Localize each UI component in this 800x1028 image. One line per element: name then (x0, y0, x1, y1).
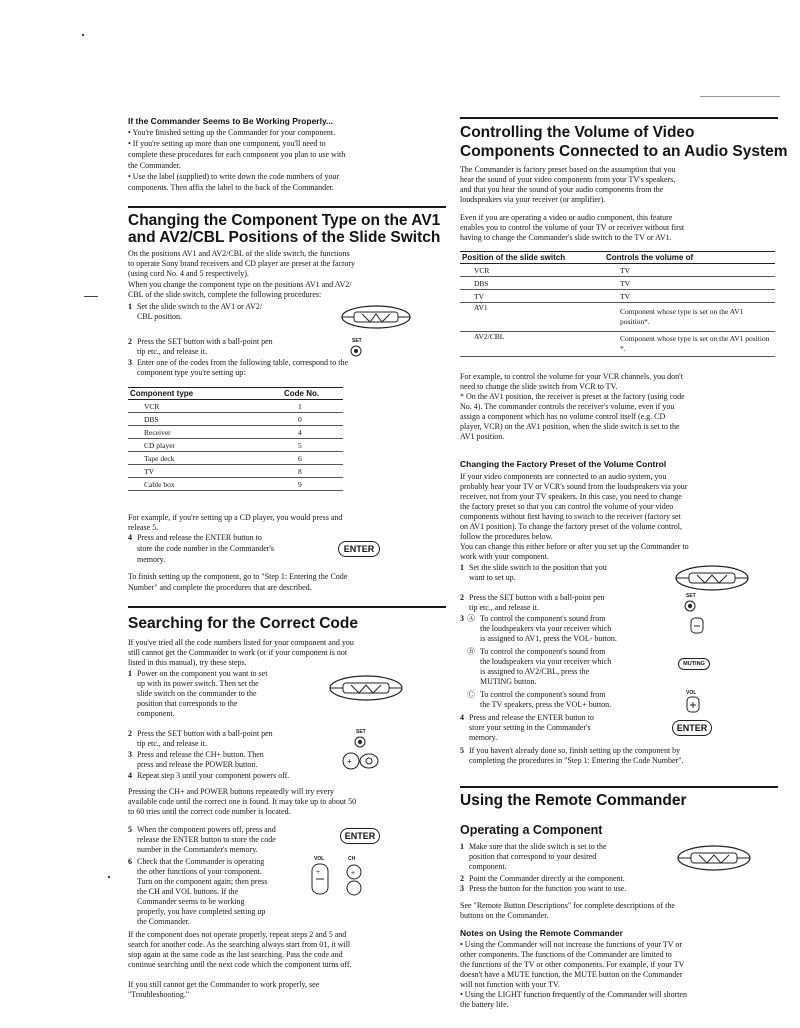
step-number: 4 (128, 771, 132, 780)
body-line: other components. The functions of the Commander are limited to (460, 950, 672, 959)
muting-button-icon: MUTING (678, 658, 710, 670)
body-line: need to change the slide switch from VCR to TV. (460, 382, 618, 391)
table-header: Controls the volume of (604, 252, 775, 264)
enter-button-icon: ENTER (672, 720, 712, 736)
enter-button-icon: ENTER (340, 828, 380, 844)
step-text: completing the procedures in "Step 1: Entering the Code Number". (469, 756, 684, 765)
body-line: and that you hear the sound of your audio components from the (460, 185, 664, 194)
step-text: tip etc., and release it. (469, 603, 539, 612)
step-text: properly, you have completed setting up (137, 907, 266, 916)
ch-label: CH (348, 856, 356, 862)
table-row: Tape deck 6 (128, 452, 343, 465)
step-text: the CH and VOL buttons. If the (137, 887, 239, 896)
step-number: 1 (128, 302, 132, 311)
set-button-icon (684, 600, 696, 612)
set-label: SET (686, 593, 696, 599)
scan-mark (82, 34, 84, 36)
body-line: loudspeakers via your receiver (or amplifier). (460, 195, 606, 204)
step-text: To control the component's sound from (480, 647, 606, 656)
body-line: Pressing the CH+ and POWER buttons repeatedly will try every (128, 787, 335, 796)
step-text: store the code number in the Commander's (137, 544, 274, 553)
step-number: 1 (460, 563, 464, 572)
svg-text:+: + (316, 869, 321, 876)
table-row: TV TV (460, 290, 775, 303)
step-text: Point the Commander directly at the component. (469, 874, 625, 883)
step-number: 6 (128, 857, 132, 866)
table-header: Position of the slide switch (460, 252, 604, 264)
section-rule (128, 606, 446, 608)
body-line: continue searching until the next code which the component turns off. (128, 960, 352, 969)
body-line: will not function with your TV. (460, 980, 560, 989)
changing-type-heading-1: Changing the Component Type on the AV1 (128, 212, 441, 229)
step-number: 1 (460, 842, 464, 851)
body-line: the Commander. (128, 161, 181, 170)
body-line: doesn't have a MUTE function, the MUTE button on the Commander (460, 970, 683, 979)
set-label: SET (356, 729, 366, 735)
body-line: • Using the Commander will not increase the functions of your TV or (460, 940, 683, 949)
step-text: position that correspond to your desired (469, 852, 597, 861)
ch-power-buttons-icon (340, 748, 380, 774)
step-text: Press and release the ENTER button to (469, 713, 594, 722)
operating-component-heading: Operating a Component (460, 823, 603, 837)
step-text: up with its power switch. Then set the (137, 679, 259, 688)
step-text: memory. (137, 555, 166, 564)
body-line: On the positions AV1 and AV2/CBL of the slide switch, the functions (128, 249, 350, 258)
body-line: buttons on the Commander. (460, 911, 549, 920)
body-line: CBL of the slide switch, complete the following procedures: (128, 290, 322, 299)
body-line: on AV1 position). To change the factory preset of the volume control, (460, 522, 682, 531)
body-line: If you still cannot get the Commander to work properly, see (128, 980, 320, 989)
section-rule (460, 786, 778, 788)
step-number: 5 (460, 746, 464, 755)
body-line: complete these procedures for each component you plan to use with (128, 150, 346, 159)
step-text: want to set up. (469, 573, 516, 582)
body-line: hear the sound of your video components from your TV's speakers, (460, 175, 676, 184)
table-row: Receiver 4 (128, 426, 343, 439)
body-line: assign a component which has no volume control itself (e.g. CD (460, 412, 666, 421)
step-number: 1 (128, 669, 132, 678)
body-line: When you change the component type on the positions AV1 and AV2/ (128, 280, 352, 289)
table-row: Cable box 9 (128, 478, 343, 491)
table-row: CD player 5 (128, 439, 343, 452)
slide-switch-icon (674, 560, 750, 596)
body-line: You can change this either before or after you set up the Commander to (460, 542, 689, 551)
step-text: the other functions of your component. (137, 867, 262, 876)
step-text: store your setting in the Commander's (469, 723, 591, 732)
volume-control-table (460, 251, 775, 357)
step-text: MUTING button. (480, 677, 537, 686)
step-text: is assigned to AV2/CBL, press the (480, 667, 590, 676)
sub-step-b-marker: Ⓑ (467, 647, 475, 656)
working-properly-heading: If the Commander Seems to Be Working Properly... (128, 116, 334, 126)
body-line: For example, if you're setting up a CD player, you would press and (128, 513, 343, 522)
step-text: Press the button for the function you want to use. (469, 884, 627, 893)
body-line: See "Remote Button Descriptions" for complete descriptions of the (460, 901, 675, 910)
using-remote-heading: Using the Remote Commander (460, 792, 687, 809)
step-text: position that corresponds to the (137, 699, 238, 708)
vol-plus-button-icon (686, 696, 700, 714)
step-number: 3 (128, 358, 132, 367)
set-button-icon (350, 345, 362, 357)
step-text: the TV speakers, press the VOL+ button. (480, 700, 612, 709)
notes-heading: Notes on Using the Remote Commander (460, 928, 623, 938)
step-number: 5 (128, 825, 132, 834)
body-line: If you've tried all the code numbers listed for your component and you (128, 638, 354, 647)
body-line: Even if you are operating a video or audio component, this feature (460, 213, 673, 222)
body-line: player, VCR) on the AV1 position, when the slide switch is set to the (460, 422, 680, 431)
step-text: Press and release the CH+ button. Then (137, 750, 264, 759)
step-text: the Commander. (137, 917, 190, 926)
step-text: component. (469, 862, 507, 871)
step-text: Set the slide switch to the position that you (469, 563, 607, 572)
step-number: 2 (460, 593, 464, 602)
scan-mark (84, 296, 98, 297)
body-line: If the component does not operate properly, repeat steps 2 and 5 and (128, 930, 347, 939)
step-text: tip etc., and release it. (137, 347, 207, 356)
body-line: • If you're setting up more than one component, you'll need to (128, 139, 326, 148)
step-number: 2 (460, 874, 464, 883)
step-text: component type you're setting up: (137, 368, 246, 377)
scan-mark (108, 876, 110, 878)
step-number: 3 (460, 884, 464, 893)
factory-preset-heading: Changing the Factory Preset of the Volume Control (460, 459, 667, 469)
component-code-table (128, 387, 343, 491)
body-line: "Troubleshooting." (128, 990, 190, 999)
body-line: For example, to control the volume for your VCR channels, you don't (460, 372, 683, 381)
step-number: 2 (128, 729, 132, 738)
slide-switch-icon (676, 840, 752, 876)
step-text: Press the SET button with a ball-point pen (469, 593, 605, 602)
step-text: Set the slide switch to the AV1 or AV2/ (137, 302, 263, 311)
step-text: Check that the Commander is operating (137, 857, 265, 866)
step-text: release the ENTER button to store the code (137, 835, 276, 844)
step-text: To control the component's sound from (480, 690, 606, 699)
step-text: press and release the POWER button. (137, 760, 258, 769)
vol-ch-buttons-icon (310, 862, 366, 898)
body-line: the functions of the TV or other components. For example, if your TV (460, 960, 685, 969)
slide-switch-icon (340, 300, 412, 334)
table-row: AV1 Component whose type is set on the AV1 position*. (460, 303, 775, 332)
step-text: Make sure that the slide switch is set to the (469, 842, 607, 851)
step-text: Press the SET button with a ball-point pen (137, 337, 273, 346)
step-text: If you haven't already done so, finish setting up the component by (469, 746, 681, 755)
step-text: component. (137, 709, 175, 718)
body-line: • Using the LIGHT function frequently of the Commander will shorten (460, 990, 688, 999)
body-line: available code until the correct one is found. It may take up to about 50 (128, 797, 357, 806)
body-line: (using cord No. 4 and 5 respectively). (128, 269, 249, 278)
step-number: 3 (460, 614, 464, 623)
table-row: DBS 0 (128, 413, 343, 426)
table-row: VCR 1 (128, 400, 343, 413)
body-line: AV1 position. (460, 432, 505, 441)
body-line: probably hear your TV or VCR's sound from the loudspeakers via your (460, 482, 688, 491)
step-text: Repeat step 3 until your component powers off. (137, 771, 290, 780)
section-rule (460, 117, 778, 119)
body-line: release 5. (128, 523, 159, 532)
table-header: Code No. (282, 388, 343, 400)
step-text: tip etc., and release it. (137, 739, 207, 748)
step-text: Power on the component you want to set (137, 669, 268, 678)
step-text: slide switch on the commander to the (137, 689, 257, 698)
body-line: If your video components are connected to an audio system, you (460, 472, 667, 481)
table-row: TV 8 (128, 465, 343, 478)
body-line: the battery life. (460, 1000, 509, 1009)
body-line: follow the procedures below. (460, 532, 553, 541)
step-text: Turn on the component again; then press (137, 877, 268, 886)
vol-label: VOL (686, 690, 697, 696)
step-number: 4 (460, 713, 464, 722)
table-row: VCR TV (460, 264, 775, 277)
scan-mark (700, 96, 780, 97)
step-number: 3 (128, 750, 132, 759)
sub-step-c-marker: Ⓒ (467, 690, 475, 699)
body-line: To finish setting up the component, go to "Step 1: Entering the Code (128, 572, 348, 581)
table-row: AV2/CBL Component whose type is set on the AV1 position *. (460, 332, 775, 357)
step-text: Commander seems to be working (137, 897, 245, 906)
step-text: memory. (469, 733, 498, 742)
table-header: Component type (128, 388, 282, 400)
step-number: 4 (128, 533, 132, 542)
body-line: to operate Sony brand receivers and CD player are preset at the factory (128, 259, 356, 268)
sub-step-a-marker: Ⓐ (467, 614, 475, 623)
step-text: When the component powers off, press and (137, 825, 276, 834)
enter-button-icon: ENTER (338, 541, 380, 557)
table-row: DBS TV (460, 277, 775, 290)
body-line: work with your component. (460, 552, 549, 561)
step-text: CBL position. (137, 312, 183, 321)
step-text: the loudspeakers via your receiver which (480, 657, 612, 666)
body-line: receiver, not from your TV speakers. In this case, you need to change (460, 492, 682, 501)
body-line: • Use the label (supplied) to write down the code numbers of your (128, 172, 340, 181)
section-rule (128, 206, 446, 208)
volume-heading-1: Controlling the Volume of Video (460, 124, 695, 141)
step-text: Press the SET button with a ball-point pen (137, 729, 273, 738)
body-line: still cannot get the Commander to work (or if your component is not (128, 648, 348, 657)
step-text: Press and release the ENTER button to (137, 533, 262, 542)
step-text: To control the component's sound from (480, 614, 606, 623)
set-label: SET (352, 338, 362, 344)
body-line: having to change the Commander's slide switch to the TV or AV1. (460, 233, 672, 242)
body-line: components without first having to switch to the receiver (factory set (460, 512, 681, 521)
step-text: is assigned to AV1, press the VOL- button. (480, 634, 617, 643)
body-line: listed in this manual), try these steps. (128, 658, 247, 667)
body-line: No. 4). The commander controls the receiver's volume, even if you (460, 402, 675, 411)
step-text: Enter one of the codes from the following table, correspond to the (137, 358, 349, 367)
body-line: • You're finished setting up the Commander for your component. (128, 128, 336, 137)
body-line: Number" and complete the procedures that are described. (128, 583, 312, 592)
searching-heading: Searching for the Correct Code (128, 615, 358, 632)
svg-text:+: + (347, 757, 352, 766)
changing-type-heading-2: and AV2/CBL Positions of the Slide Switch (128, 229, 441, 246)
svg-text:+: + (351, 870, 356, 877)
step-number: 2 (128, 337, 132, 346)
step-text: the loudspeakers via your receiver which (480, 624, 612, 633)
body-line: The Commander is factory preset based on the assumption that you (460, 165, 676, 174)
set-button-icon (354, 736, 366, 748)
vol-minus-button-icon (690, 617, 704, 635)
slide-switch-icon (328, 670, 404, 706)
step-text: number in the Commander's memory. (137, 845, 258, 854)
body-line: components. Then affix the label to the back of the Commander. (128, 183, 334, 192)
body-line: the factory preset so that you can control the volume of your video (460, 502, 674, 511)
body-line: to 60 tries until the correct code number is located. (128, 807, 291, 816)
body-line: stop again at the same code as the last searching. Pass the code and (128, 950, 343, 959)
vol-label: VOL (314, 856, 325, 862)
body-line: * On the AV1 position, the receiver is preset at the factory (using code (460, 392, 685, 401)
body-line: search for another code. As the searching always start from 01, it will (128, 940, 351, 949)
volume-heading-2: Components Connected to an Audio System (460, 143, 788, 160)
body-line: enables you to control the volume of your TV or receiver without first (460, 223, 685, 232)
